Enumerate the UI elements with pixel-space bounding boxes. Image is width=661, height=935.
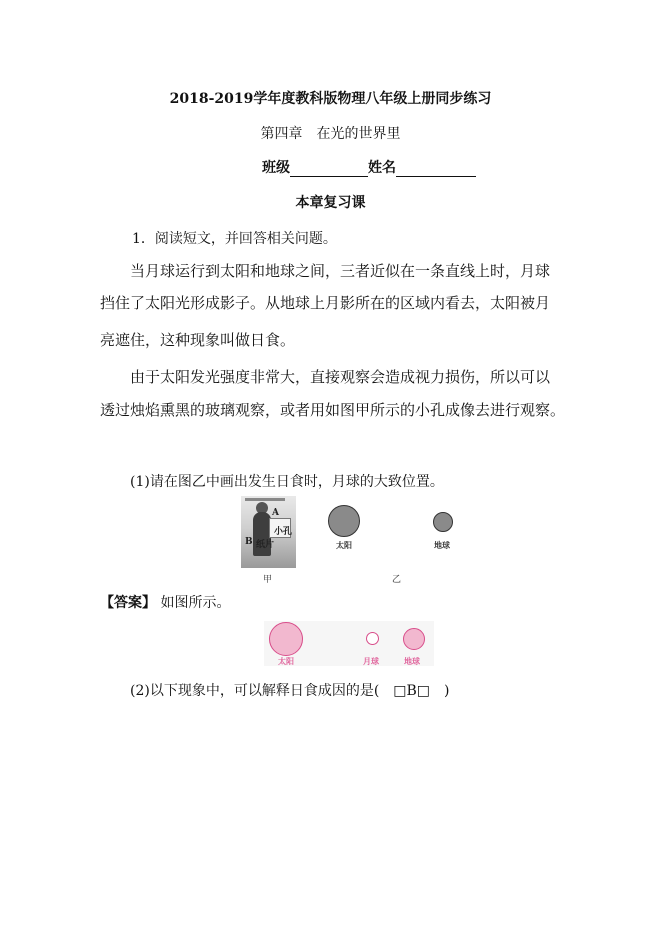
question-1-prompt: 1．阅读短文，并回答相关问题。 <box>132 231 337 247</box>
label-small-hole: 小孔 <box>274 527 293 537</box>
section-title: 本章复习课 <box>295 195 366 211</box>
passage-line: 当月球运行到太阳和地球之间，三者近似在一条直线上时，月球 <box>130 262 551 280</box>
class-label: 班级 <box>262 160 290 176</box>
chapter-title: 第四章 在光的世界里 <box>260 126 401 142</box>
passage-line: 由于太阳发光强度非常大，直接观察会造成视力损伤，所以可以 <box>130 368 551 386</box>
answer-sun-label: 太阳 <box>278 656 294 666</box>
answer-line <box>100 592 230 612</box>
sun-label: 太阳 <box>336 540 352 550</box>
earth-label: 地球 <box>434 540 450 550</box>
earth-circle <box>433 512 453 532</box>
caption-jia: 甲 <box>263 575 273 585</box>
sub-question-2: (2)以下现象中，可以解释日食成因的是( □B□ ) <box>130 683 450 699</box>
pinhole-photo <box>241 496 296 568</box>
worksheet-title: 2018-2019学年度教科版物理八年级上册同步练习 <box>169 91 492 107</box>
label-b: B <box>245 537 253 547</box>
answer-earth-circle <box>403 628 425 650</box>
class-blank[interactable] <box>290 161 368 177</box>
passage-line: 亮遮住，这种现象叫做日食。 <box>100 331 296 349</box>
answer-text: 如图所示。 <box>160 595 231 611</box>
answer-tag: 【答案】 <box>100 595 156 611</box>
answer-earth-label: 地球 <box>404 656 420 666</box>
sub-question-1: (1)请在图乙中画出发生日食时，月球的大致位置。 <box>130 474 444 490</box>
answer-sun-circle <box>269 622 303 656</box>
label-a: A <box>272 508 279 518</box>
sun-circle <box>328 505 360 537</box>
passage-line: 挡住了太阳光形成影子。从地球上月影所在的区域内看去，太阳被月 <box>100 294 551 312</box>
passage-line: 透过烛焰熏黑的玻璃观察，或者用如图甲所示的小孔成像去进行观察。 <box>100 401 566 419</box>
caption-yi: 乙 <box>392 575 402 585</box>
label-paper: 纸片 <box>256 540 275 550</box>
name-blank[interactable] <box>396 161 476 177</box>
answer-moon-circle <box>366 632 379 645</box>
class-name-line <box>262 157 476 177</box>
answer-moon-label: 月球 <box>363 656 379 666</box>
photo-header-strip <box>245 498 285 501</box>
name-label: 姓名 <box>368 160 396 176</box>
